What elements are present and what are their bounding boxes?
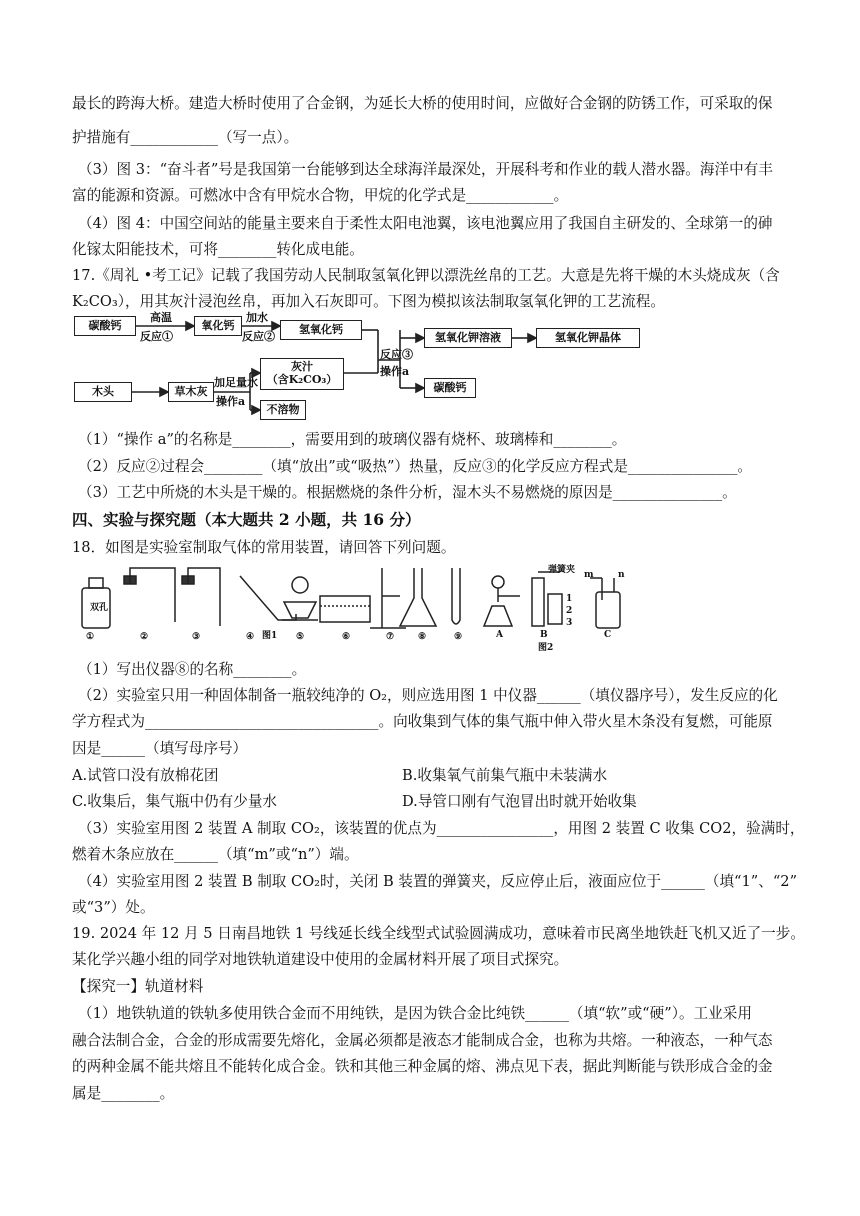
question-17: 17.《周礼 •考工记》记载了我国劳动人民制取氢氧化钾以漂洗丝帛的工艺。大意是先将干燥的木头烧成灰（含 xyxy=(72,267,780,284)
label-reaction-1: 反应① xyxy=(140,330,173,343)
label-double-hole: 双孔 xyxy=(90,603,109,613)
text-line: 学方程式为________________________________。向收集到气体的集气瓶中伸入带火星木条没有复燃，可能原 xyxy=(72,713,773,730)
question-17-3: （3）工艺中所烧的木头是干燥的。根据燃烧的条件分析，湿木头不易燃烧的原因是_______________。 xyxy=(78,484,737,501)
text-line: 的两种金属不能共熔且不能转化成合金。铁和其他三种金属的熔、沸点见下表，据此判断能与铁形成合金的金 xyxy=(72,1058,773,1075)
label-num-7: ⑦ xyxy=(386,632,395,642)
text-line: 富的能源和资源。可燃冰中含有甲烷水合物，甲烷的化学式是____________。 xyxy=(72,187,569,204)
flow-box-wood: 木头 xyxy=(74,382,132,402)
question-18-4: （4）实验室用图 2 装置 B 制取 CO₂时，关闭 B 装置的弹簧夹，反应停止后，液面应位于______（填“1”、“2” xyxy=(78,873,798,890)
option-C: C.收集后，集气瓶中仍有少量水 xyxy=(72,793,278,810)
label-A: A xyxy=(496,630,503,640)
label-add-water: 加水 xyxy=(246,311,268,324)
text-line: K₂CO₃），用其灰汁浸泡丝帛，再加入石灰即可。下图为模拟该法制取氢氧化钾的工艺流程。 xyxy=(72,293,665,310)
label-clamp: 弹簧夹 xyxy=(548,565,576,575)
flow-box-caoh2: 氢氧化钙 xyxy=(280,320,362,340)
question-19-1: （1）地铁轨道的铁轨多使用铁合金而不用纯铁，是因为铁合金比纯铁______（填“软”或“硬”）。工业采用 xyxy=(78,1005,752,1022)
text-line: 化镓太阳能技术，可将________转化成电能。 xyxy=(72,241,364,258)
option-B: B.收集氧气前集气瓶中未装满水 xyxy=(402,767,608,784)
text-line: 融合法制合金，合金的形成需要先熔化，金属必须都是液态才能制成合金，也称为共熔。一种液态，一种气态 xyxy=(72,1032,773,1049)
label-num-4: ④ xyxy=(246,632,255,642)
section-heading: 四、实验与探究题（本大题共 2 小题，共 16 分） xyxy=(72,510,421,529)
label-C: C xyxy=(604,630,612,640)
label-reaction-3: 反应③ xyxy=(380,348,413,361)
question-18-1: （1）写出仪器⑧的名称________。 xyxy=(78,661,307,678)
question-19: 19. 2024 年 12 月 5 日南昌地铁 1 号线延长线全线型式试验圆满成功，意味着市民离坐地铁赶飞机又近了一步。 xyxy=(72,925,805,942)
label-num-1: ① xyxy=(86,632,95,642)
label-high-temp: 高温 xyxy=(150,311,172,324)
flow-box-caco3-product: 碳酸钙 xyxy=(424,378,476,398)
label-reaction-2: 反应② xyxy=(242,330,275,343)
question-18: 18．如图是实验室制取气体的常用装置，请回答下列问题。 xyxy=(72,539,456,556)
label-num-2: ② xyxy=(140,632,149,642)
label-B: B xyxy=(540,630,548,640)
text-line: 因是______（填写母序号） xyxy=(72,740,248,757)
label-add-sufficient-water: 加足量水 xyxy=(214,376,258,389)
text-line: 护措施有____________（写一点）。 xyxy=(72,129,299,146)
label-n: n xyxy=(618,570,625,580)
flow-box-koh-crystal: 氢氧化钾晶体 xyxy=(536,328,640,348)
explore-heading: 【探究一】轨道材料 xyxy=(72,978,204,995)
label-operation-a-2: 操作a xyxy=(380,365,410,378)
flow-box-koh-solution: 氢氧化钾溶液 xyxy=(424,328,512,348)
label-m: m xyxy=(584,570,594,580)
text-line: 最长的跨海大桥。建造大桥时使用了合金钢，为延长大桥的使用时间，应做好合金钢的防锈工作，可采取的保 xyxy=(72,95,773,112)
text-line: （3）图 3：“奋斗者”号是我国第一台能够到达全球海洋最深处，开展科考和作业的载人潜水器。海洋中有丰 xyxy=(78,161,773,178)
label-pos-2: 2 xyxy=(566,606,573,616)
text-line: 属是________。 xyxy=(72,1085,175,1102)
question-18-2: （2）实验室只用一种固体制备一瓶较纯净的 O₂，则应选用图 1 中仪器______（填仪器序号），发生反应的化 xyxy=(78,687,778,704)
label-fig-1: 图1 xyxy=(262,631,278,641)
question-17-2: （2）反应②过程会________（填“放出”或“吸热”）热量，反应③的化学反应方程式是_______________。 xyxy=(78,458,752,475)
question-17-1: （1）“操作 a”的名称是________，需要用到的玻璃仪器有烧杯、玻璃棒和________。 xyxy=(78,431,627,448)
text-line: （4）图 4：中国空间站的能量主要来自于柔性太阳电池翼，该电池翼应用了我国自主研发的、全球第一的砷 xyxy=(78,215,773,232)
juice-label: 灰汁 xyxy=(291,360,313,374)
option-A: A.试管口没有放棉花团 xyxy=(72,767,219,784)
label-num-9: ⑨ xyxy=(454,632,463,642)
label-pos-3: 3 xyxy=(566,618,573,628)
flow-box-insoluble: 不溶物 xyxy=(260,400,306,420)
label-num-3: ③ xyxy=(192,632,201,642)
text-line: 某化学兴趣小组的同学对地铁轨道建设中使用的金属材料开展了项目式探究。 xyxy=(72,951,569,968)
label-num-5: ⑤ xyxy=(296,632,305,642)
option-D: D.导管口刚有气泡冒出时就开始收集 xyxy=(402,793,637,810)
label-operation-a: 操作a xyxy=(216,395,246,408)
flow-box-ash: 草木灰 xyxy=(168,382,214,402)
flow-box-caco3: 碳酸钙 xyxy=(74,316,136,336)
label-pos-1: 1 xyxy=(566,594,573,604)
text-line: 燃着木条应放在______（填“m”或“n”）端。 xyxy=(72,846,359,863)
flow-box-cao: 氧化钙 xyxy=(194,316,242,336)
label-fig-2: 图2 xyxy=(538,643,554,653)
juice-formula: （含K₂CO₃） xyxy=(266,373,338,386)
text-line: 或“3”）处。 xyxy=(72,899,155,916)
label-num-6: ⑥ xyxy=(342,632,351,642)
label-num-8: ⑧ xyxy=(418,632,427,642)
question-18-3: （3）实验室用图 2 装置 A 制取 CO₂，该装置的优点为________________，用图 2 装置 C 收集 CO2，验满时， xyxy=(78,820,805,837)
